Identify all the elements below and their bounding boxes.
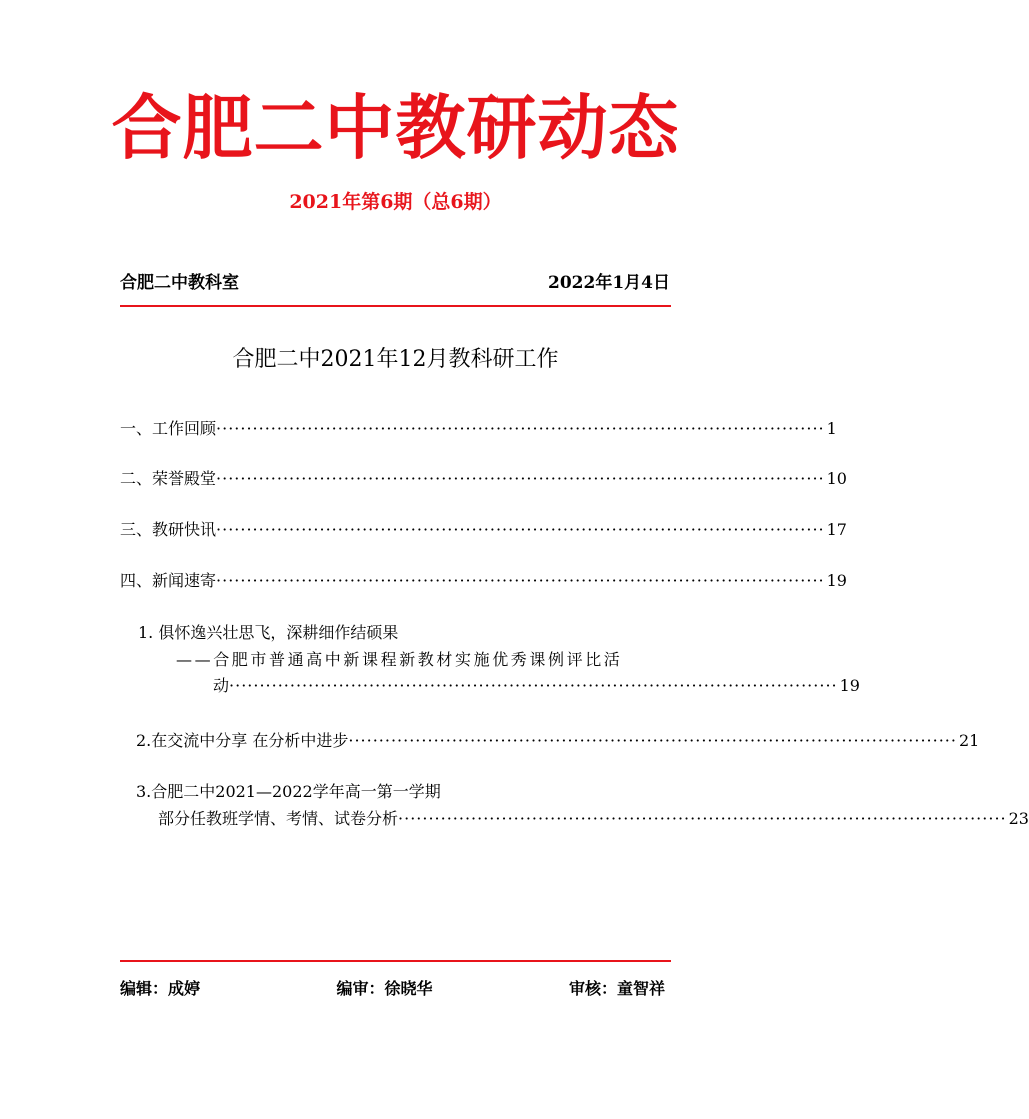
issue-number: 2021年第6期（总6期） xyxy=(289,191,502,213)
reviewer-credit: 编审：徐晓华 xyxy=(336,978,433,998)
sub-item-3-line2 xyxy=(158,807,1029,831)
sub-item-1-subtitle: ——合肥市普通高中新课程新教材实施优秀课例评比活 xyxy=(176,650,623,669)
footer-divider xyxy=(120,960,671,962)
sub-item-1-continuation xyxy=(213,674,860,698)
toc-entry-page: 23 xyxy=(1008,809,1029,828)
toc-entry-label: 四、新闻速寄 xyxy=(120,571,217,590)
dot-leader: ···································································································· xyxy=(216,520,825,539)
dot-leader: ···································································································· xyxy=(216,469,825,488)
header-row xyxy=(120,266,670,294)
department-name: 合肥二中教科室 xyxy=(120,272,239,293)
toc-entry-label: 部分任教班学情、考情、试卷分析 xyxy=(158,809,399,828)
dot-leader: ···································································································· xyxy=(216,571,825,590)
sub-item-1-title: 1. 俱怀逸兴壮思飞，深耕细作结硕果 xyxy=(138,623,399,642)
toc-entry-label: 二、荣誉殿堂 xyxy=(120,469,217,488)
toc-entry-page: 21 xyxy=(958,731,980,750)
toc-entry-news-express xyxy=(120,569,847,593)
toc-entry-page: 19 xyxy=(839,676,860,695)
toc-entry-label: 一、工作回顾 xyxy=(120,419,217,438)
footer-credits xyxy=(120,974,665,1000)
issue-date: 2022年1月4日 xyxy=(548,272,670,293)
toc-entry-page: 10 xyxy=(826,469,847,488)
toc-entry-research-news xyxy=(120,518,847,542)
toc-entry-label: 三、教研快讯 xyxy=(120,520,217,539)
page-heading: 合肥二中2021年12月教科研工作 xyxy=(232,347,559,372)
masthead-title: 合肥二中教研动态 xyxy=(111,87,680,169)
toc-entry-label: 2.在交流中分享 在分析中进步 xyxy=(136,731,349,750)
toc-entry-page: 17 xyxy=(826,520,847,539)
toc-entry-review xyxy=(120,417,837,441)
header-divider xyxy=(120,305,671,307)
dot-leader: ···································································································· xyxy=(216,419,825,438)
approver-credit: 审核：童智祥 xyxy=(568,978,665,998)
toc-entry-honors xyxy=(120,467,847,491)
dot-leader: ···································································································· xyxy=(348,731,957,750)
sub-item-2 xyxy=(136,729,980,753)
toc-entry-label: 动 xyxy=(213,676,230,695)
editor-credit: 编辑：成婷 xyxy=(120,978,201,998)
dot-leader: ···································································································· xyxy=(398,809,1007,828)
sub-item-3-title: 3.合肥二中2021—2022学年高一第一学期 xyxy=(136,782,441,801)
dot-leader: ···································································································· xyxy=(229,676,838,695)
toc-entry-page: 19 xyxy=(826,571,847,590)
toc-entry-page: 1 xyxy=(826,419,837,438)
